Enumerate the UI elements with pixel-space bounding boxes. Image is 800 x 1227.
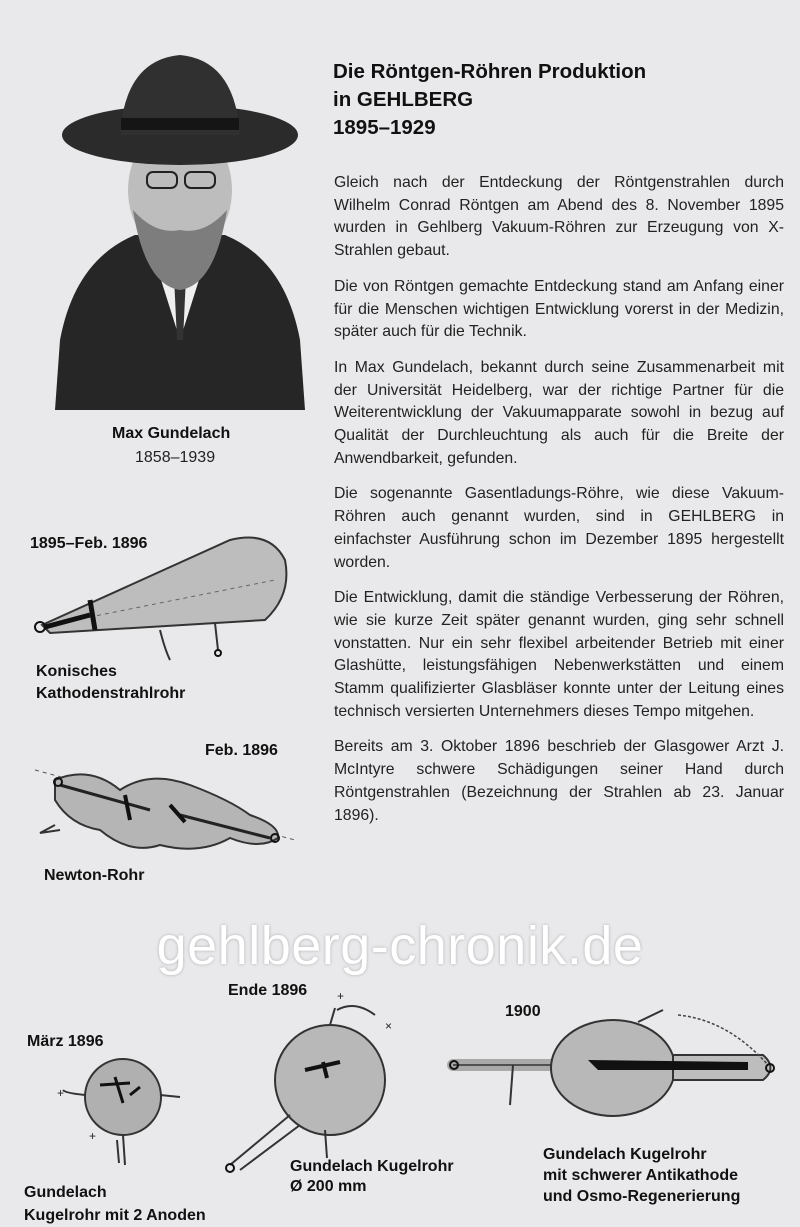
- paragraph: In Max Gundelach, bekannt durch seine Zusammenarbeit mit der Universität Heidelberg, war der richtige Partner für die Weiterentwicklung der Vakuumapparate sowohl in bezug auf Qualität der Durchleuchtung als auch für die Breite der Anwendbarkeit, gefunden.: [334, 358, 784, 467]
- watermark-text: gehlberg-chronik.de: [156, 916, 644, 976]
- 1900-tube-illustration: [448, 1010, 783, 1120]
- tube-maerz-date: März 1896: [27, 1033, 104, 1050]
- tube-maerz-name-2: Kugelrohr mit 2 Anoden: [24, 1207, 206, 1224]
- tube-1900-name-3: und Osmo-Regenerierung: [543, 1188, 741, 1205]
- tube-maerz-name-1: Gundelach: [24, 1184, 107, 1201]
- svg-text:×: ×: [385, 1019, 393, 1033]
- konisch-tube-illustration: [30, 525, 300, 665]
- title-line-3: 1895–1929: [333, 116, 436, 139]
- tube-newton-date: Feb. 1896: [205, 742, 278, 759]
- tube-1900-date: 1900: [505, 1003, 541, 1020]
- paragraph: Die Entwicklung, damit die ständige Verbesserung der Röhren, wie sie kurze Zeit später genannt wurden, ging sehr schnell vonstatten. Nur ein sehr flexibel arbeitender Betrieb mit einer Glashütte, leistungsfähigen Nebenwerkstätten und einem Stamm qualifizierter Glasbläser konnte unter der Leitung eines technisch versierten Unternehmers dieses Tempo mitgehen.: [334, 589, 784, 720]
- paragraph: Die von Röntgen gemachte Entdeckung stand am Anfang einer für die Menschen wichtigen Entwicklung vorerst in der Medizin, später auch für die Technik.: [334, 277, 784, 341]
- svg-text:+: +: [89, 1129, 97, 1143]
- title-line-2: in GEHLBERG: [333, 88, 474, 111]
- tube-ende-name-1: Gundelach Kugelrohr: [290, 1158, 454, 1175]
- paragraph: Gleich nach der Entdeckung der Röntgenstrahlen durch Wilhelm Conrad Röntgen am Abend des 8. November 1895 wurden in Gehlberg Vakuum-Röhren zur Erzeugung von X-Strahlen gebaut.: [334, 174, 784, 260]
- portrait-name: Max Gundelach: [112, 425, 231, 442]
- tube-konisch-name-1: Konisches: [36, 663, 117, 680]
- tube-konisch-date: 1895–Feb. 1896: [30, 535, 148, 552]
- body-text: [334, 172, 784, 840]
- tube-ende-name-2: Ø 200 mm: [290, 1178, 367, 1195]
- maerz-tube-illustration: [45, 1045, 215, 1175]
- title-line-1: Die Röntgen-Röhren Produktion: [333, 60, 647, 83]
- page-title: [333, 58, 773, 142]
- tube-1900-name-1: Gundelach Kugelrohr: [543, 1146, 707, 1163]
- tube-ende-date: Ende 1896: [228, 982, 308, 999]
- tube-newton-name: Newton-Rohr: [44, 867, 145, 884]
- tube-konisch-name-2: Kathodenstrahlrohr: [36, 685, 186, 702]
- newton-tube-illustration: [30, 760, 300, 860]
- portrait-years: 1858–1939: [135, 449, 216, 466]
- svg-text:+: +: [337, 989, 345, 1003]
- svg-text:+: +: [57, 1086, 65, 1100]
- portrait-photo: [55, 40, 305, 410]
- paragraph: Bereits am 3. Oktober 1896 beschrieb der Glasgower Arzt J. McIntyre schwere Schädigungen seiner Hand durch Röntgenstrahlen (Bezeichnung der Strahlen ab 23. Januar 1896).: [334, 738, 784, 824]
- paragraph: Die sogenannte Gasentladungs-Röhre, wie diese Vakuum-Röhren auch genannt wurden, sind in GEHLBERG in einfachster Ausführung schon im Dezember 1895 hergestellt worden.: [334, 485, 784, 571]
- tube-1900-name-2: mit schwerer Antikathode: [543, 1167, 739, 1184]
